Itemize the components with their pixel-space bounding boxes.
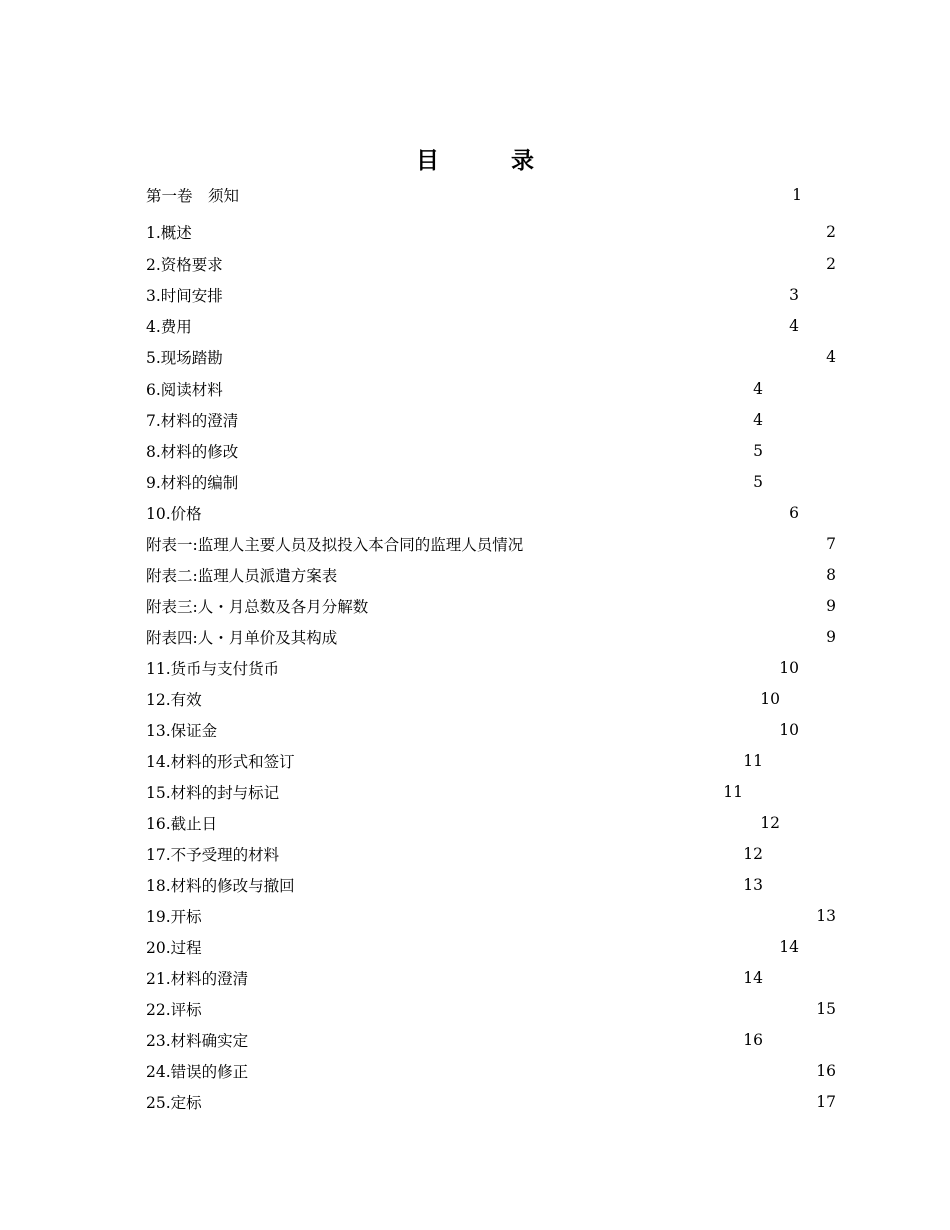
toc-entry[interactable] (146, 315, 799, 337)
toc-entry[interactable] (146, 184, 802, 206)
toc-dot-leader (210, 936, 761, 958)
toc-entry[interactable] (146, 502, 799, 524)
toc-title-left: 目 (416, 148, 439, 174)
toc-entry-page-number: 1 (792, 186, 802, 204)
toc-entry[interactable] (146, 626, 836, 648)
toc-entry-label: 5.现场踏勘 (146, 349, 223, 367)
toc-entry-page-number: 11 (743, 752, 763, 770)
toc-entry[interactable] (146, 1029, 763, 1051)
toc-entry-page-number: 16 (743, 1031, 763, 1049)
toc-entry-label: 15.材料的封与标记 (146, 784, 280, 802)
toc-entry-label: 18.材料的修改与撤回 (146, 877, 295, 895)
toc-entry[interactable] (146, 657, 799, 679)
toc-entry-page-number: 13 (743, 876, 763, 894)
toc-dot-leader (210, 502, 777, 524)
toc-entry-label: 9.材料的编制 (146, 474, 239, 492)
toc-entry-page-number: 4 (753, 380, 763, 398)
toc-dot-leader (239, 284, 777, 306)
toc-entry-label: 1.概述 (146, 224, 192, 242)
toc-entry-page-number: 14 (743, 969, 763, 987)
toc-entry[interactable] (146, 688, 780, 710)
toc-entry-label: 10.价格 (146, 505, 202, 523)
toc-entry-label: 13.保证金 (146, 722, 218, 740)
toc-entry-page-number: 11 (723, 783, 743, 801)
toc-entry-label: 24.错误的修正 (146, 1063, 249, 1081)
toc-dot-leader (254, 471, 741, 493)
toc-entry-page-number: 7 (826, 535, 836, 553)
toc-entry[interactable] (146, 595, 836, 617)
toc-dot-leader (254, 440, 741, 462)
toc-dot-leader (210, 688, 760, 710)
toc-dot-leader (208, 315, 777, 337)
toc-entry-page-number: 9 (826, 628, 836, 646)
toc-dot-leader (239, 378, 741, 400)
toc-entry-label: 12.有效 (146, 691, 202, 709)
toc-entry-label: 附表一:监理人主要人员及拟投入本合同的监理人员情况 (146, 536, 524, 554)
toc-dot-leader (210, 905, 798, 927)
toc-entry-label: 25.定标 (146, 1094, 202, 1112)
toc-entry-page-number: 3 (789, 286, 799, 304)
toc-entry-label: 23.材料确实定 (146, 1032, 249, 1050)
toc-entry[interactable] (146, 967, 763, 989)
toc-entry-page-number: 2 (826, 223, 836, 241)
toc-dot-leader (343, 564, 816, 586)
toc-entry-label: 第一卷 须知 (146, 187, 240, 205)
toc-dot-leader (303, 750, 743, 772)
toc-entry-label: 4.费用 (146, 318, 192, 336)
toc-entry-page-number: 15 (816, 1000, 836, 1018)
toc-entry[interactable] (146, 440, 763, 462)
toc-dot-leader (264, 1029, 735, 1051)
toc-entry-page-number: 4 (826, 348, 836, 366)
toc-entry-page-number: 10 (760, 690, 780, 708)
toc-entry[interactable] (146, 750, 763, 772)
toc-entry-label: 21.材料的澄清 (146, 970, 249, 988)
toc-dot-leader (311, 874, 735, 896)
toc-entry[interactable] (146, 284, 799, 306)
toc-entry-page-number: 4 (789, 317, 799, 335)
toc-entry-page-number: 5 (753, 442, 763, 460)
toc-dot-leader (295, 843, 735, 865)
toc-entry-label: 3.时间安排 (146, 287, 223, 305)
toc-entry-page-number: 9 (826, 597, 836, 615)
toc-entry-page-number: 10 (779, 659, 799, 677)
toc-entry-page-number: 12 (760, 814, 780, 832)
toc-entry[interactable] (146, 843, 763, 865)
toc-dot-leader (210, 998, 798, 1020)
toc-title-right: 录 (511, 148, 534, 174)
toc-entry[interactable] (146, 409, 763, 431)
toc-entry-label: 17.不予受理的材料 (146, 846, 280, 864)
toc-entry[interactable] (146, 564, 836, 586)
toc-entry-page-number: 6 (789, 504, 799, 522)
toc-entry[interactable] (146, 253, 836, 275)
toc-entry[interactable] (146, 781, 743, 803)
toc-dot-leader (256, 1060, 798, 1082)
toc-entry[interactable] (146, 1091, 836, 1113)
toc-dot-leader (256, 967, 725, 989)
toc-entry-label: 附表三:人・月总数及各月分解数 (146, 598, 369, 616)
toc-dot-leader (343, 626, 816, 648)
toc-dot-leader (223, 719, 779, 741)
toc-entry-page-number: 4 (753, 411, 763, 429)
toc-entry[interactable] (146, 378, 763, 400)
toc-entry-page-number: 10 (779, 721, 799, 739)
toc-entry[interactable] (146, 471, 763, 493)
toc-entry-page-number: 16 (816, 1062, 836, 1080)
toc-entry[interactable] (146, 221, 836, 243)
toc-entry[interactable] (146, 905, 836, 927)
toc-entry-label: 20.过程 (146, 939, 202, 957)
toc-entry[interactable] (146, 1060, 836, 1082)
toc-dot-leader (233, 812, 752, 834)
toc-entry[interactable] (146, 533, 836, 555)
toc-entry-label: 14.材料的形式和签订 (146, 753, 295, 771)
toc-entry-label: 2.资格要求 (146, 256, 223, 274)
toc-dot-leader (287, 781, 723, 803)
toc-dot-leader (257, 184, 778, 206)
toc-entry[interactable] (146, 719, 799, 741)
toc-dot-leader (208, 221, 816, 243)
toc-dot-leader (376, 595, 816, 617)
toc-dot-leader (254, 409, 741, 431)
toc-entry-page-number: 13 (816, 907, 836, 925)
toc-entry[interactable] (146, 346, 836, 368)
toc-entry-label: 7.材料的澄清 (146, 412, 239, 430)
toc-entry-label: 附表二:监理人员派遣方案表 (146, 567, 338, 585)
toc-entry-label: 附表四:人・月单价及其构成 (146, 629, 338, 647)
toc-entry[interactable] (146, 936, 799, 958)
toc-dot-leader (531, 533, 816, 555)
toc-entry-page-number: 12 (743, 845, 763, 863)
toc-entry[interactable] (146, 874, 763, 896)
toc-entry-label: 8.材料的修改 (146, 443, 239, 461)
toc-dot-leader (287, 657, 779, 679)
toc-entry-page-number: 5 (753, 473, 763, 491)
toc-entry-label: 22.评标 (146, 1001, 202, 1019)
toc-entry-page-number: 17 (816, 1093, 836, 1111)
toc-entry-page-number: 2 (826, 255, 836, 273)
toc-entry-label: 19.开标 (146, 908, 202, 926)
toc-entry[interactable] (146, 998, 836, 1020)
toc-entry-page-number: 14 (779, 938, 799, 956)
toc-dot-leader (239, 253, 816, 275)
toc-dot-leader (218, 1091, 806, 1113)
toc-entry[interactable] (146, 812, 780, 834)
toc-entry-label: 16.截止日 (146, 815, 218, 833)
toc-entry-label: 6.阅读材料 (146, 381, 223, 399)
toc-entry-page-number: 8 (826, 566, 836, 584)
toc-dot-leader (239, 346, 816, 368)
toc-entry-label: 11.货币与支付货币 (146, 660, 280, 678)
